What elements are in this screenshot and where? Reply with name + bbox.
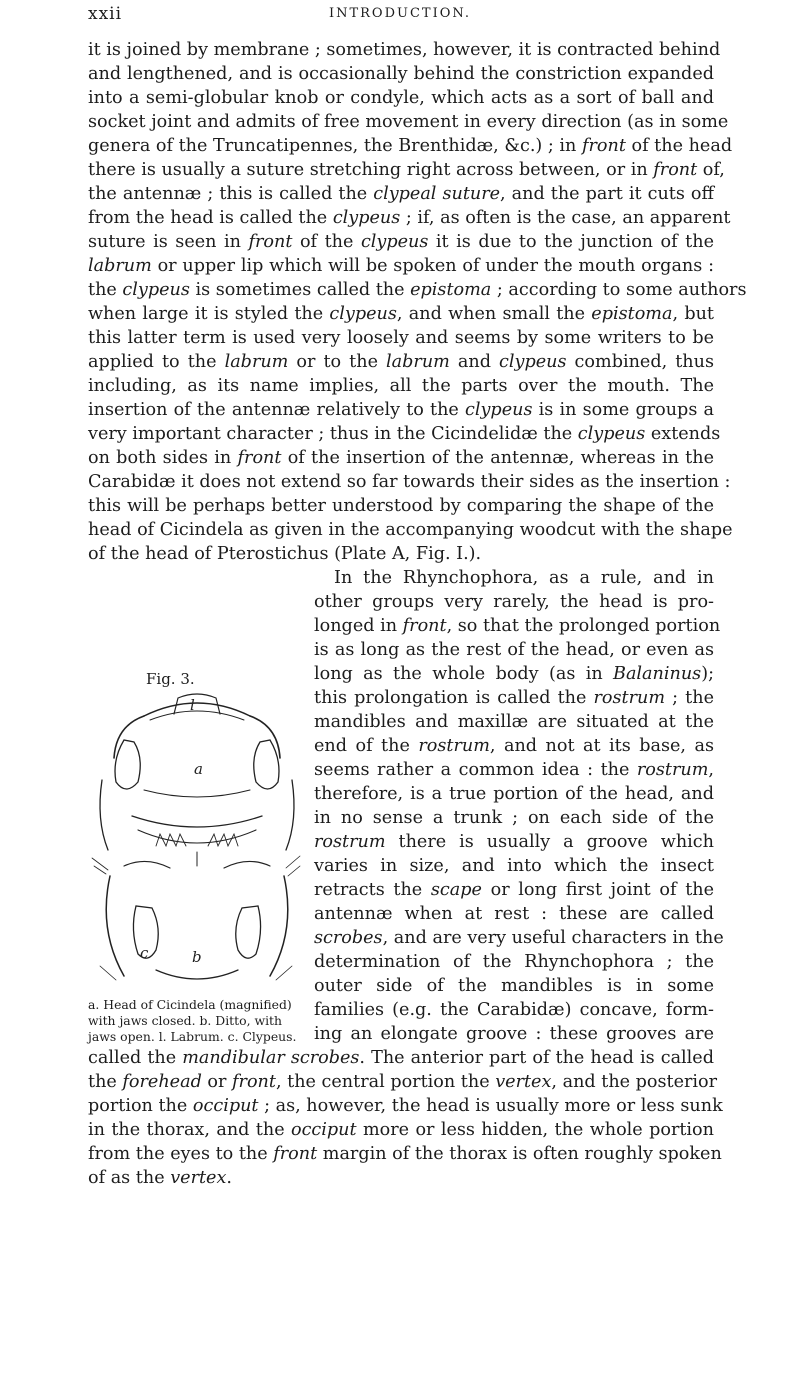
italic-term: front [248,232,293,252]
italic-term: rostrum [636,760,709,780]
text-line: from the eyes to the front margin of the thorax is often roughly spoken [88,1144,722,1164]
text-line: In the Rhynchophora, as a rule, and in [334,568,714,588]
text-line: on both sides in front of the insertion of the antennæ, whereas in the [88,448,714,468]
text-line: end of the rostrum, and not at its base, as [314,736,715,756]
page-number: xxii [88,4,123,24]
text-line: antennæ when at rest : these are called [314,904,714,924]
italic-term: scape [430,880,482,900]
text-line: portion the occiput ; as, however, the head is usually more or less sunk [88,1096,723,1116]
text-line: called the mandibular scrobes. The anterior part of the head is called [88,1048,714,1068]
italic-term: front [273,1144,318,1164]
text-line: and lengthened, and is occasionally behind the constriction expanded [88,64,714,84]
text-line: labrum or upper lip which will be spoken of under the mouth organs : [88,256,714,276]
text-line: very important character ; thus in the Cicindelidæ the clypeus extends [88,424,721,444]
italic-term: clypeus [332,208,401,228]
italic-term: labrum [386,352,450,372]
italic-term: scrobes [314,928,383,948]
text-line: head of Cicindela as given in the accompanying woodcut with the shape [88,520,733,540]
italic-term: forehead [122,1072,202,1092]
text-line: insertion of the antennæ relatively to the clypeus is in some groups a [88,400,714,420]
text-line: the clypeus is sometimes called the epistoma ; according to some authors [88,280,747,300]
italic-term: rostrum [314,832,386,852]
text-line: scrobes, and are very useful characters in the [314,928,724,948]
text-line: therefore, is a true portion of the head, and [314,784,714,804]
text-line: this prolongation is called the rostrum ; the [314,688,714,708]
italic-term: vertex [495,1072,552,1092]
text-line: long as the whole body (as in Balaninus); [314,664,714,684]
caption-line: jaws open. l. Labrum. c. Clypeus. [88,1029,297,1044]
text-line: determination of the Rhynchophora ; the [314,952,714,972]
text-line: including, as its name implies, all the parts over the mouth. The [88,376,714,396]
letter-b: b [192,948,202,966]
text-line: ing an elongate groove : these grooves are [314,1024,714,1044]
text-line: there is usually a suture stretching right across between, or in front of, [88,160,725,180]
italic-term: front [581,136,626,156]
italic-term: epistoma [410,280,492,300]
text-line: from the head is called the clypeus ; if, as often is the case, an apparent [88,208,731,228]
italic-term: labrum [224,352,289,372]
text-line: suture is seen in front of the clypeus it is due to the junction of the [88,232,714,252]
italic-term: rostrum [593,688,666,708]
italic-term: rostrum [418,736,490,756]
italic-term: occiput [290,1120,357,1140]
text-line: into a semi-globular knob or condyle, which acts as a sort of ball and [88,88,714,108]
figure-3 [86,670,308,990]
text-line: families (e.g. the Carabidæ) concave, form- [314,1000,714,1020]
letter-a: a [194,760,203,778]
text-line: in the thorax, and the occiput more or less hidden, the whole portion [88,1120,714,1140]
text-line: genera of the Truncatipennes, the Brenthidæ, &c.) ; in front of the head [88,136,733,156]
text-line: Carabidæ it does not extend so far towards their sides as the insertion : [88,472,731,492]
text-line: longed in front, so that the prolonged portion [314,616,721,636]
italic-term: mandibular scrobes [182,1048,360,1068]
italic-term: Balaninus [613,664,702,684]
cicindela-head-illustration [86,670,308,990]
text-line: this will be perhaps better understood by comparing the shape of the [88,496,714,516]
italic-term: clypeus [360,232,429,252]
italic-term: clypeus [499,352,567,372]
page-header [88,4,712,28]
italic-term: clypeus [122,280,190,300]
italic-term: epistoma [591,304,673,324]
letter-l: l [190,696,195,714]
italic-term: clypeus [465,400,533,420]
italic-term: front [232,1072,276,1092]
italic-term: front [653,160,698,180]
caption-line: with jaws closed. b. Ditto, with [88,1013,282,1028]
text-line: is as long as the rest of the head, or even as [314,640,714,660]
text-line: this latter term is used very loosely and seems by some writers to be [88,328,714,348]
text-line: outer side of the mandibles is in some [314,976,714,996]
italic-term: front [237,448,282,468]
running-title: INTRODUCTION. [328,6,472,21]
italic-term: clypeus [329,304,397,324]
caption-line: a. Head of Cicindela (magnified) [88,997,292,1012]
text-line: applied to the labrum or to the labrum and clypeus combined, thus [88,352,714,372]
text-line: in no sense a trunk ; on each side of the [314,808,714,828]
letter-c: c [140,944,149,962]
text-line: retracts the scape or long first joint of the [314,880,715,900]
text-line: it is joined by membrane ; sometimes, however, it is contracted behind [88,40,721,60]
text-line: the forehead or front, the central portion the vertex, and the posterior [88,1072,718,1092]
text-line: of as the vertex. [88,1168,232,1188]
italic-term: labrum [88,256,152,276]
text-line: of the head of Pterostichus (Plate A, Fig. I.). [88,544,482,564]
text-line: seems rather a common idea : the rostrum, [314,760,714,780]
text-line: socket joint and admits of free movement in every direction (as in some [88,112,729,132]
text-line: rostrum there is usually a groove which [314,832,714,852]
text-line: varies in size, and into which the insect [314,856,714,876]
figure-label: Fig. 3. [146,670,195,688]
italic-term: occiput [192,1096,259,1116]
text-line: mandibles and maxillæ are situated at the [314,712,714,732]
italic-term: clypeus [577,424,646,444]
text-line: other groups very rarely, the head is pro- [314,592,714,612]
text-line: the antennæ ; this is called the clypeal suture, and the part it cuts off [88,184,714,204]
italic-term: vertex [170,1168,227,1188]
text-line: when large it is styled the clypeus, and when small the epistoma, but [88,304,714,324]
italic-term: clypeal suture [373,184,501,204]
italic-term: front [402,616,447,636]
